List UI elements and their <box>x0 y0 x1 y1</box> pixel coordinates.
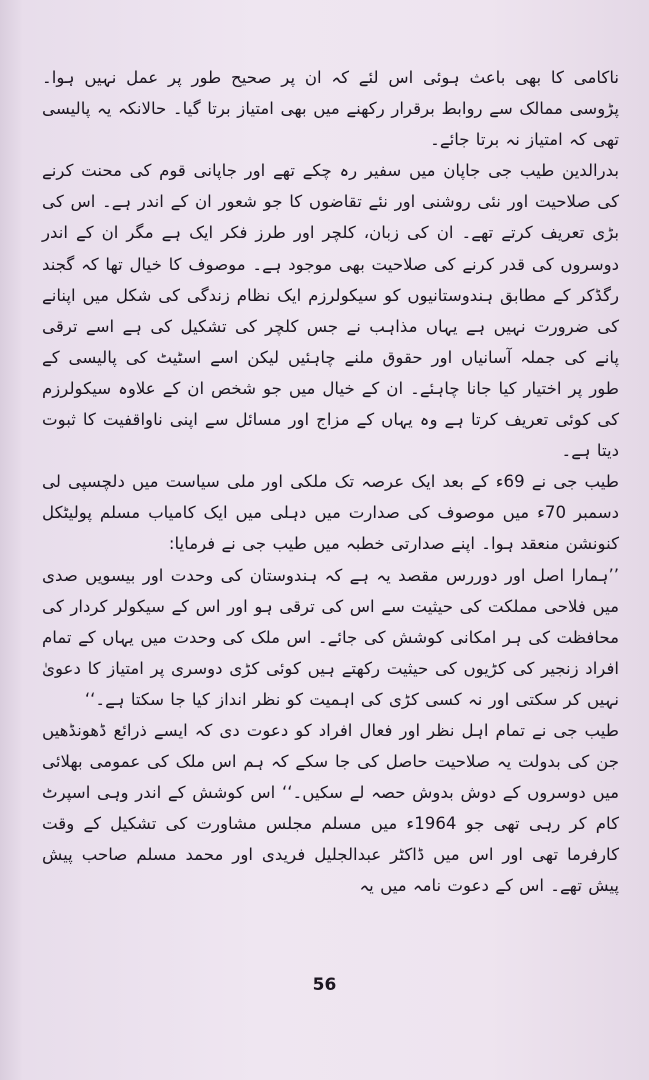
page-binding-edge <box>0 0 22 1080</box>
quotation-paragraph: ’’ہمارا اصل اور دوررس مقصد یہ ہے کہ ہندوستان کی وحدت اور بیسویں صدی میں فلاحی مملکت کی حیثیت سے اس کی ترقی ہو اور اس کے سیکولر کردار کی محافظت کی ہر امکانی کوشش کی جائے۔ اس ملک کی وحدت میں یہاں کے تمام افراد زنجیر کی کڑیوں کی حیثیت رکھتے ہیں کوئی کڑی دوسری پر امتیاز کا دعویٰ نہیں کر سکتی اور نہ کسی کڑی کی اہمیت کو نظر انداز کیا جا سکتا ہے۔‘‘ <box>42 565 619 709</box>
paragraph-1: ناکامی کا بھی باعث ہوئی اس لئے کہ ان پر صحیح طور پر عمل نہیں ہوا۔ پڑوسی ممالک سے روابط برقرار رکھنے میں بھی امتیاز برتا گیا۔ حالانکہ یہ پالیسی تھی کہ امتیاز نہ برتا جائے۔ <box>42 68 619 150</box>
paragraph-5: طیب جی نے تمام اہل نظر اور فعال افراد کو دعوت دی کہ ایسے ذرائع ڈھونڈھیں جن کی بدولت یہ صلاحیت حاصل کی جا سکے کہ ہم اس ملک کی عمومی بھلائی میں دوسروں کے دوش بدوش حصہ لے سکیں۔‘‘ اس کوشش کے اندر وہی اسپرٹ کام کر رہی تھی جو 1964ء میں مسلم مجلس مشاورت کی تشکیل کے وقت کارفرما تھی اور اس میں ڈاکٹر عبدالجلیل فریدی اور محمد مسلم صاحب پیش پیش تھے۔ اس کے دعوت نامہ میں یہ <box>42 720 619 896</box>
paragraph-2: بدرالدین طیب جی جاپان میں سفیر رہ چکے تھے اور جاپانی قوم کی محنت کرنے کی صلاحیت اور نئی روشنی اور نئے تقاضوں کا جو شعور ان کے اندر ہے۔ اس کی بڑی تعریف کرتے تھے۔ ان کی زبان، کلچر اور طرز فکر ایک ہے مگر ان کے اندر دوسروں کی قدر کرنے کی صلاحیت بھی موجود ہے۔ موصوف کا خیال تھا کہ گجند رگڈکر کے مطابق ہندوستانیوں کو سیکولرزم ایک نظام زندگی کی شکل میں اپنانے کی ضرورت نہیں ہے یہاں مذاہب نے جس کلچر کی تشکیل کی ہے اسے ترقی پانے کی جملہ آسانیاں اور حقوق ملنے چاہئیں لیکن اسے اسٹیٹ کی پالیسی کے طور پر اختیار کیا جانا چاہئے۔ ان کے خیال میں جو شخص ان کے علاوہ سیکولرزم کی کوئی تعریف کرتا ہے وہ یہاں کے مزاج اور مسائل سے اپنی ناواقفیت کا ثبوت دیتا ہے۔ <box>42 161 619 461</box>
page-number: 56 <box>312 975 337 995</box>
paragraph-3: طیب جی نے 69ء کے بعد ایک عرصہ تک ملکی اور ملی سیاست میں دلچسپی لی دسمبر 70ء میں موصوف کی صدارت میں دہلی میں ایک کامیاب مسلم پولیٹکل کنونشن منعقد ہوا۔ اپنے صدارتی خطبہ میں طیب جی نے فرمایا: <box>42 472 620 554</box>
page-text <box>42 62 619 902</box>
